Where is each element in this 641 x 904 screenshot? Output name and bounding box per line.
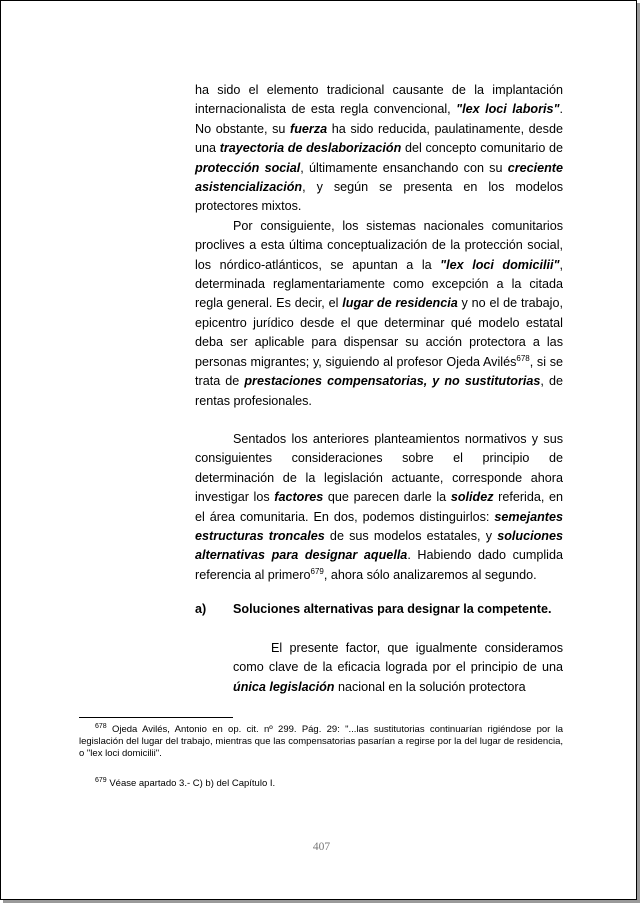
text-run: nacional en la solución protectora [334,679,526,694]
text-run: El presente factor, que igualmente consideramos como clave de la eficacia lograda por el principio de una [233,641,563,675]
emphasis-soluciones: soluciones alternativas para designar aquella [195,529,563,563]
text-run: . Habiendo dado cumplida referencia al primero [195,548,563,582]
emphasis-factores: factores [274,490,324,505]
emphasis-lugar-residencia: lugar de residencia [342,296,458,311]
text-run: , determinada reglamentariamente como excepción a la citada regla general. Es decir, el [195,257,563,311]
emphasis-lex-loci-laboris: "lex loci laboris" [456,102,560,117]
paragraph-3 [195,430,563,585]
footnote-number: 679 [95,777,107,784]
text-run: referida, en el área comunitaria. En dos, podemos distinguirlos: [195,490,563,524]
text-run: , de rentas profesionales. [195,374,563,408]
paragraph-2 [195,217,563,411]
text-run: , últimamente ensanchando con su [300,160,508,175]
emphasis-estructuras: semejantes estructuras troncales [195,509,563,544]
text-run: ha sido reducida, paulatinamente, desde una [195,121,563,156]
text-run: que parecen darle la [323,490,451,505]
text-run: Sentados los anteriores planteamientos normativos y sus consiguientes consideraciones sobre el principio de determinación de la legislación actuante, corresponde ahora investigar los [195,432,563,505]
footnote-text: Véase apartado 3.- C) b) del Capítulo I. [106,778,276,789]
footnote-679 [79,778,563,790]
text-run: . No obstante, su [195,102,563,136]
emphasis-prestaciones: prestaciones compensatorias, y no sustitutorias [244,374,541,389]
text-run: , y según se presenta en los modelos protectores mixtos. [195,180,563,214]
text-run: ha sido el elemento tradicional causante de la implantación internacionalista de esta regla convencional, [195,83,563,117]
text-run: del concepto comunitario de [401,141,564,156]
section-heading [195,599,565,619]
paragraph-1 [195,81,563,411]
footnote-text: Ojeda Avilés, Antonio en op. cit. nº 299. Pág. 29: "...las sustitutorias continuarían rigiéndose por la legislación del lugar del trabajo, mientras que las compensatorias pasarían a regirse por la del lugar de residencia, o "lex loci domicilii". [79,724,563,759]
page-number: 407 [312,841,331,853]
footnote-separator [79,717,233,718]
text-run: de sus modelos estatales, y [324,529,498,544]
emphasis-deslaborizacion: trayectoria de deslaborización [219,141,402,156]
heading-title: Soluciones alternativas para designar la competente. [233,602,552,616]
footnote-number: 678 [95,723,107,730]
footnote-ref-679[interactable]: 679 [310,566,324,576]
emphasis-fuerza: fuerza [290,121,328,136]
emphasis-proteccion-social: protección social [195,160,301,175]
footnote-678 [79,724,563,760]
text-run: , si se trata de [195,354,563,389]
emphasis-unica-legislacion: única legislación [233,679,335,694]
emphasis-asistencializacion: creciente asistencialización [195,160,563,195]
text-run: y no el de trabajo, epicentro jurídico desde el que determinar qué modelo estatal deba ser aplicable para dispensar su acción protectora a las personas migrantes; y, siguiendo al profesor Ojeda Avilés [195,296,563,369]
emphasis-solidez: solidez [450,490,494,505]
paragraph-4 [233,639,563,697]
heading-letter: a) [195,602,207,616]
emphasis-lex-loci-domicilii: "lex loci domicilii" [440,257,560,272]
text-run: Por consiguiente, los sistemas nacionales comunitarios proclives a esta última conceptualización de la protección social, los nórdico-atlánticos, se apuntan a la [195,218,563,272]
text-run: , ahora sólo analizaremos al segundo. [323,567,537,582]
footnote-ref-678[interactable]: 678 [516,353,530,363]
